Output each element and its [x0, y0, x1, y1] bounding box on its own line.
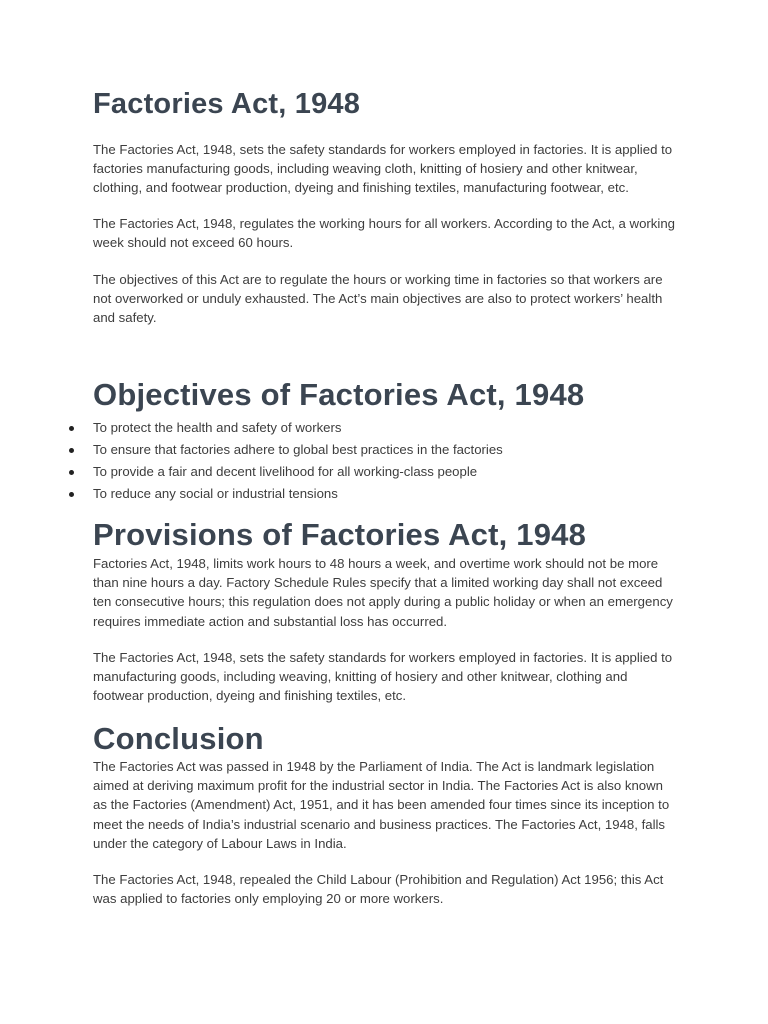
list-item — [69, 483, 669, 505]
page-title: Factories Act, 1948 — [93, 88, 361, 120]
list-item-text: To reduce any social or industrial tensions — [93, 486, 338, 501]
conclusion-heading: Conclusion — [93, 721, 264, 756]
list-item — [69, 461, 669, 483]
provisions-heading: Provisions of Factories Act, 1948 — [93, 517, 587, 552]
list-item — [69, 439, 669, 461]
objectives-list — [69, 417, 669, 505]
list-item-text: To provide a fair and decent livelihood for all working-class people — [93, 464, 478, 479]
bullet-icon — [69, 492, 74, 497]
conclusion-paragraph-1: The Factories Act was passed in 1948 by the Parliament of India. The Act is landmark legislation aimed at deriving maximum profit for the industrial sector in India. The Factories Act is also known as the Factories (Amendment) Act, 1951, and it has been amended four times since its inception to meet the needs of India’s industrial scenario and business practices. The Factories Act, 1948, falls under the category of Labour Laws in India. — [93, 759, 670, 851]
intro-paragraph-3: The objectives of this Act are to regulate the hours or working time in factories so that workers are not overworked or unduly exhausted. The Act’s main objectives are also to protect workers’ health and safety. — [93, 272, 663, 326]
conclusion-paragraph-2: The Factories Act, 1948, repealed the Child Labour (Prohibition and Regulation) Act 1956; this Act was applied to factories only employing 20 or more workers. — [93, 872, 664, 907]
list-item — [69, 417, 669, 439]
bullet-icon — [69, 426, 74, 431]
bullet-icon — [69, 470, 74, 475]
intro-paragraph-2: The Factories Act, 1948, regulates the working hours for all workers. According to the Act, a working week should not exceed 60 hours. — [93, 216, 675, 251]
provisions-paragraph-2: The Factories Act, 1948, sets the safety standards for workers employed in factories. It is applied to manufacturing goods, including weaving, knitting of hosiery and other knitwear, clothing and footwear production, dyeing and finishing textiles, etc. — [93, 650, 673, 704]
list-item-text: To protect the health and safety of workers — [93, 420, 342, 435]
objectives-heading: Objectives of Factories Act, 1948 — [93, 377, 585, 412]
intro-paragraph-1: The Factories Act, 1948, sets the safety standards for workers employed in factories. It is applied to factories manufacturing goods, including weaving cloth, knitting of hosiery and other knitwear, clothing, and footwear production, dyeing and finishing textiles, manufacturing footwear, etc. — [93, 142, 673, 196]
list-item-text: To ensure that factories adhere to global best practices in the factories — [93, 442, 503, 457]
bullet-icon — [69, 448, 74, 453]
provisions-paragraph-1: Factories Act, 1948, limits work hours to 48 hours a week, and overtime work should not be more than nine hours a day. Factory Schedule Rules specify that a limited working day shall not exceed ten consecutive hours; this regulation does not apply during a public holiday or when an emergency requires immediate action and substantial loss has occurred. — [93, 556, 673, 629]
